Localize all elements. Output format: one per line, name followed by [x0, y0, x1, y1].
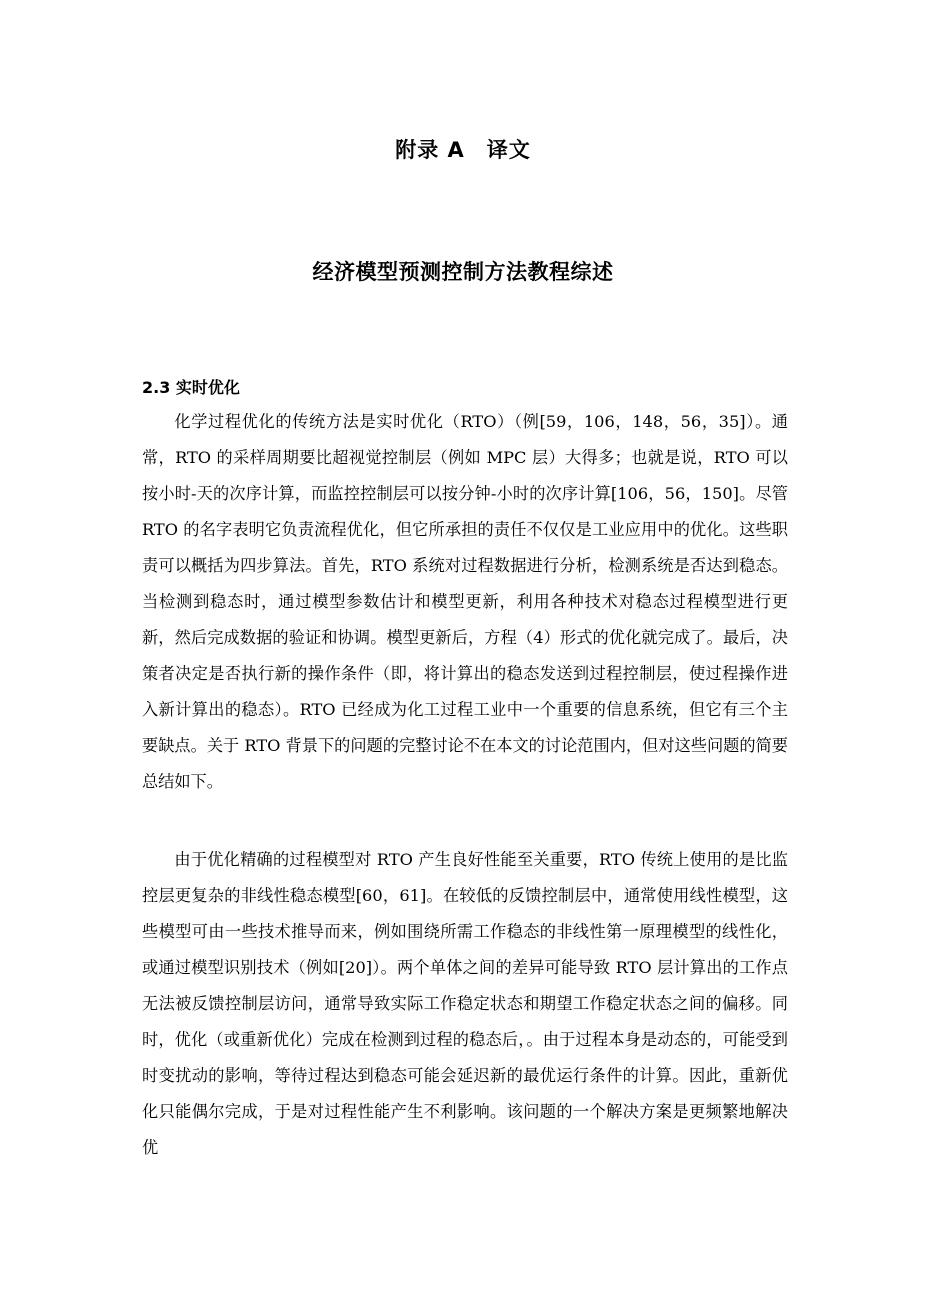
appendix-title: 附录 A 译文 — [395, 138, 531, 162]
body-paragraph: 化学过程优化的传统方法是实时优化（RTO）（例[59，106，148，56，35]）。通常，RTO 的采样周期要比超视觉控制层（例如 MPC 层）大得多；也就是说，RTO 可以按小时-天的次序计算，而监控控制层可以按分钟-小时的次序计算[106，56，150]。尽管 RTO 的名字表明它负责流程优化，但它所承担的责任不仅仅是工业应用中的优化。这些职责可以概括为四步算法。首先，RTO 系统对过程数据进行分析，检测系统是否达到稳态。当检测到稳态时，通过模型参数估计和模型更新，利用各种技术对稳态过程模型进行更新，然后完成数据的验证和协调。模型更新后，方程（4）形式的优化就完成了。最后，决策者决定是否执行新的操作条件（即，将计算出的稳态发送到过程控制层，使过程操作进入新计算出的稳态）。RTO 已经成为化工过程工业中一个重要的信息系统，但它有三个主要缺点。关于 RTO 背景下的问题的完整讨论不在本文的讨论范围内，但对这些问题的简要总结如下。 — [142, 412, 788, 791]
section-heading: 2.3 实时优化 — [142, 378, 240, 397]
body-paragraph: 由于优化精确的过程模型对 RTO 产生良好性能至关重要，RTO 传统上使用的是比监控层更复杂的非线性稳态模型[60，61]。在较低的反馈控制层中，通常使用线性模型，这些模型可由一些技术推导而来，例如围绕所需工作稳态的非线性第一原理模型的线性化，或通过模型识别技术（例如[20]）。两个单体之间的差异可能导致 RTO 层计算出的工作点无法被反馈控制层访问，通常导致实际工作稳定状态和期望工作稳定状态之间的偏移。同时，优化（或重新优化）完成在检测到过程的稳态后，。由于过程本身是动态的，可能受到时变扰动的影响，等待过程达到稳态可能会延迟新的最优运行条件的计算。因此，重新优化只能偶尔完成，于是对过程性能产生不利影响。该问题的一个解决方案是更频繁地解决优 — [142, 850, 788, 1157]
paper-title: 经济模型预测控制方法教程综述 — [312, 260, 614, 284]
